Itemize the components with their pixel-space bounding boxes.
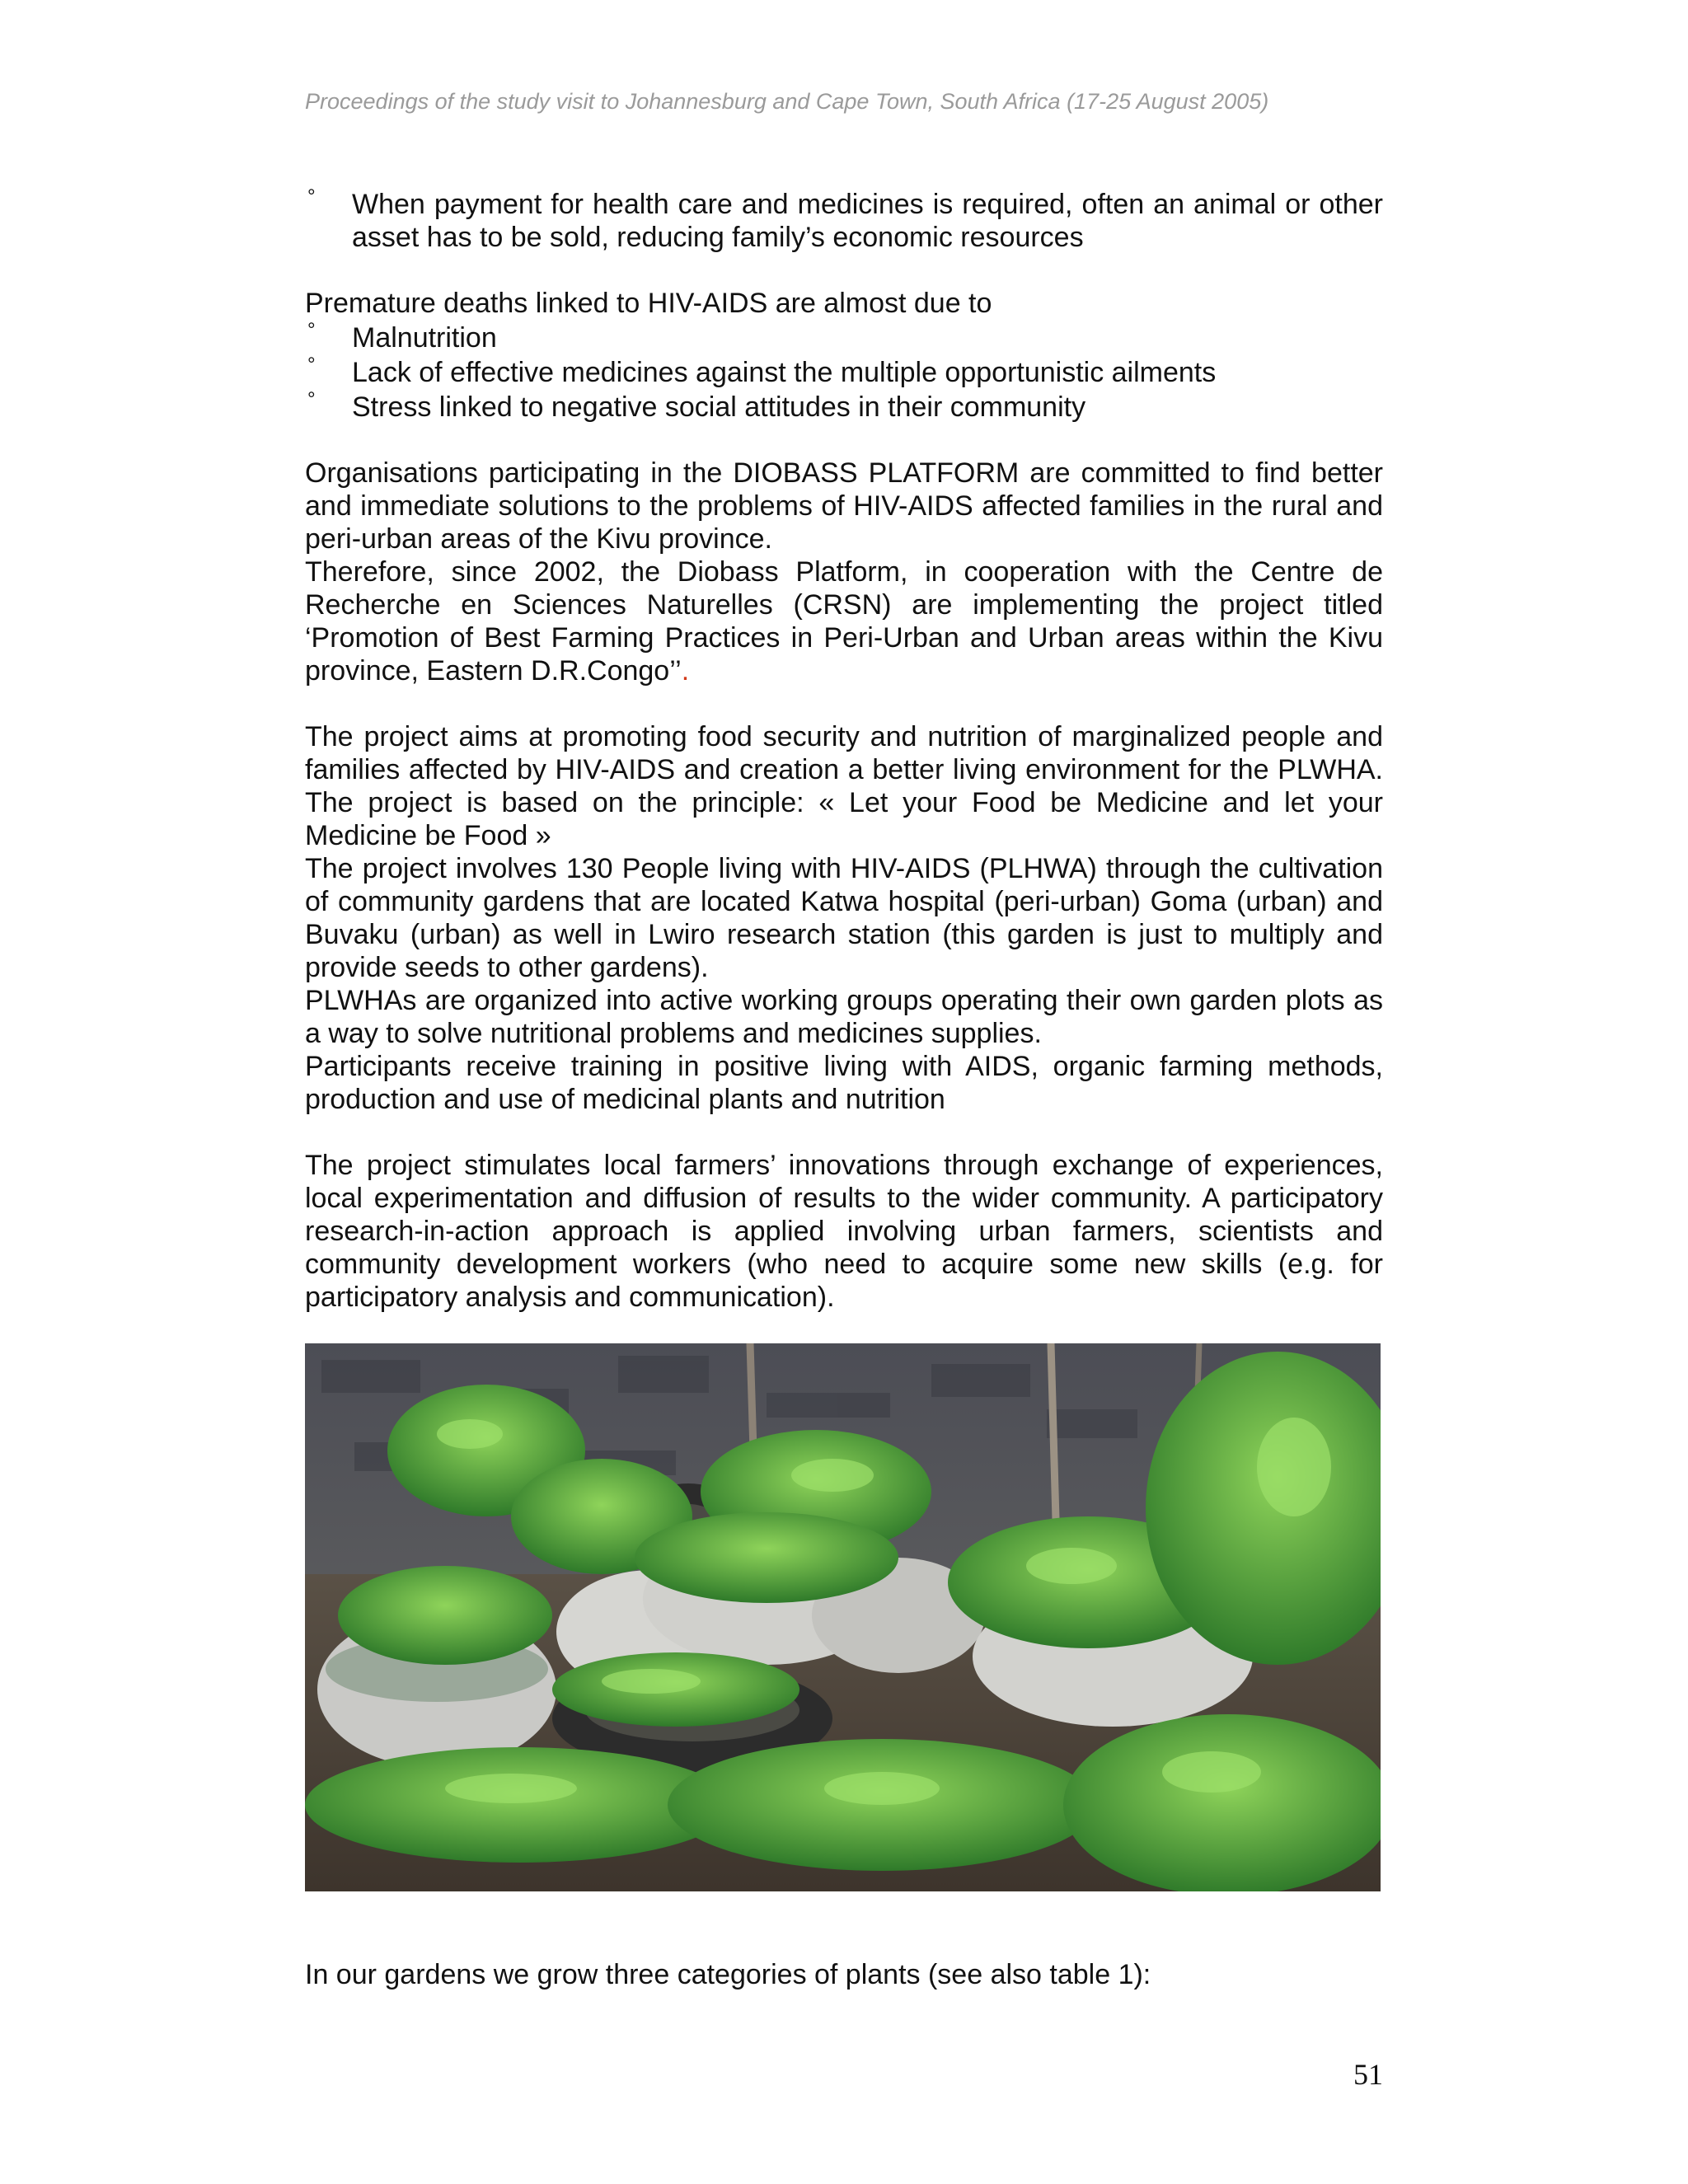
intro-bullet-text: When payment for health care and medicines is required, often an animal or other asset has to be sold, reducing family’s economic resources xyxy=(352,189,1383,253)
list-item-text: Malnutrition xyxy=(352,322,497,354)
closing-line: In our gardens we grow three categories of plants (see also table 1): xyxy=(305,1959,1151,1990)
paragraph-platform: Organisations participating in the DIOBASS PLATFORM are committed to find better and immediate solutions to the problems of HIV-AIDS affected families in the rural and peri-urban areas of the Kivu province. xyxy=(305,457,1383,555)
body-text xyxy=(305,185,1383,1314)
list-item-text: Stress linked to negative social attitudes in their community xyxy=(352,391,1086,423)
paragraph-project-title xyxy=(305,555,1383,687)
running-header: Proceedings of the study visit to Johannesburg and Cape Town, South Africa (17-25 August 2005) xyxy=(305,89,1269,114)
intro-bullet xyxy=(305,185,1383,254)
bullet-marker: ° xyxy=(307,354,316,376)
paragraph-innovations: The project stimulates local farmers’ innovations through exchange of experiences, local experimentation and diffusion of results to the wider community. A participatory research-in-action approach is applied involving urban farmers, scientists and community development workers (who need to acquire some new skills (e.g. for participatory analysis and communication). xyxy=(305,1150,1383,1313)
bullet-marker: ° xyxy=(307,388,316,410)
garden-photo-image xyxy=(305,1343,1381,1891)
deaths-heading: Premature deaths linked to HIV-AIDS are almost due to xyxy=(305,288,992,319)
red-period: . xyxy=(681,655,690,687)
paragraph-involvement: The project involves 130 People living with HIV-AIDS (PLHWA) through the cultivation of community gardens that are located Katwa hospital (peri-urban) Goma (urban) and Buvaku (urban) as well in Lwiro research station (this garden is just to multiply and provide seeds to other gardens). xyxy=(305,853,1383,983)
list-item xyxy=(305,321,1383,354)
list-item xyxy=(305,388,1383,424)
list-item xyxy=(305,356,1383,389)
paragraph-groups: PLWHAs are organized into active working groups operating their own garden plots as a way to solve nutritional problems and medicines supplies. xyxy=(305,985,1383,1049)
list-item-text: Lack of effective medicines against the multiple opportunistic ailments xyxy=(352,357,1217,388)
paragraph-aims: The project aims at promoting food security and nutrition of marginalized people and families affected by HIV-AIDS and creation a better living environment for the PLWHA. The project is based on the principle: « Let your Food be Medicine and let your Medicine be Food » xyxy=(305,721,1383,851)
bullet-marker: ° xyxy=(307,185,316,208)
garden-photo xyxy=(305,1343,1381,1891)
page-number: 51 xyxy=(1353,2058,1383,2091)
paragraph-training: Participants receive training in positive living with AIDS, organic farming methods, production and use of medicinal plants and nutrition xyxy=(305,1051,1383,1115)
bullet-marker: ° xyxy=(307,319,316,341)
paragraph-project-title-text: Therefore, since 2002, the Diobass Platform, in cooperation with the Centre de Recherche en Sciences Naturelles (CRSN) are implementing the project titled ‘Promotion of Best Farming Practices in Peri-Urban and Urban areas within the Kivu province, Eastern D.R.Congo’’ xyxy=(305,556,1383,687)
